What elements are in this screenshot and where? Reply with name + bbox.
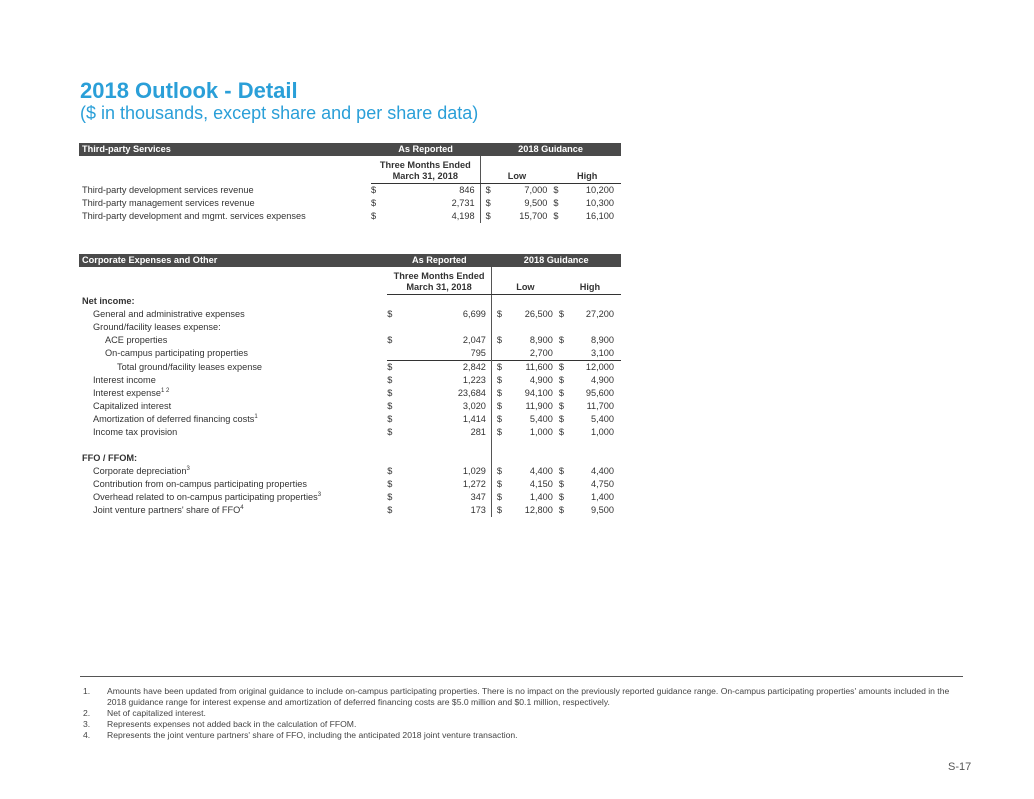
as-reported-value: 347 xyxy=(470,492,486,502)
empty-cell xyxy=(559,452,573,465)
table-row xyxy=(79,465,621,478)
third-party-services-table xyxy=(79,143,621,223)
dollar-sign: $ xyxy=(491,361,510,375)
dollar-sign: $ xyxy=(387,427,393,437)
dollar-sign: $ xyxy=(387,309,393,319)
corporate-rows xyxy=(79,295,621,518)
as-reported-header: As Reported xyxy=(387,254,491,267)
guidance-low-value: 94,100 xyxy=(524,388,553,398)
footnote-number: 2. xyxy=(83,708,91,718)
row-label: ACE properties xyxy=(105,335,168,345)
as-reported-value: 1,223 xyxy=(462,375,486,385)
footnote-ref: 3 xyxy=(317,491,322,498)
footnote-ref: 1 2 xyxy=(160,387,170,394)
guidance-header: 2018 Guidance xyxy=(491,254,621,267)
footnote-ref: 3 xyxy=(186,465,190,472)
row-label: Income tax provision xyxy=(93,427,178,437)
as-reported-value: 2,842 xyxy=(402,361,492,375)
empty-cell xyxy=(573,295,621,309)
three-months-line1: Three Months Ended xyxy=(379,160,471,170)
empty-cell xyxy=(491,321,510,334)
row-label: Third-party development and mgmt. services expenses xyxy=(82,211,306,221)
guidance-low-value: 12,800 xyxy=(524,505,553,515)
high-header: High xyxy=(553,156,621,184)
dollar-sign: $ xyxy=(491,504,510,517)
row-label: Ground/facility leases expense: xyxy=(93,322,221,332)
empty-cell xyxy=(491,452,510,465)
dollar-sign: $ xyxy=(558,388,564,398)
guidance-high-value: 10,200 xyxy=(585,185,614,195)
empty-cell xyxy=(402,295,492,309)
dollar-sign: $ xyxy=(387,361,402,375)
guidance-low-value: 11,900 xyxy=(525,401,553,411)
table-row xyxy=(79,387,621,400)
section-title: Corporate Expenses and Other xyxy=(79,254,387,267)
three-months-line2: March 31, 2018 xyxy=(392,171,458,181)
table-row xyxy=(79,374,621,387)
section-heading-row xyxy=(79,452,621,465)
page-subtitle: ($ in thousands, except share and per share data) xyxy=(80,103,479,123)
row-label: On-campus participating properties xyxy=(105,348,248,359)
guidance-low-value: 2,700 xyxy=(529,348,553,358)
empty-cell xyxy=(559,295,573,309)
as-reported-value: 4,198 xyxy=(451,211,475,221)
dollar-sign: $ xyxy=(558,309,564,319)
dollar-sign: $ xyxy=(558,492,564,502)
as-reported-value: 1,272 xyxy=(462,479,486,489)
guidance-low-value: 5,400 xyxy=(529,414,553,424)
empty-cell xyxy=(387,321,402,334)
dollar-sign: $ xyxy=(491,308,510,321)
footnote-number: 3. xyxy=(83,719,91,729)
guidance-low-value: 26,500 xyxy=(524,309,553,319)
table-row xyxy=(79,504,621,517)
section-title: Third-party Services xyxy=(79,143,371,156)
guidance-high-value: 27,200 xyxy=(585,309,614,319)
dollar-sign: $ xyxy=(371,185,377,195)
guidance-high-value: 1,000 xyxy=(591,427,614,437)
dollar-sign: $ xyxy=(558,505,564,515)
footnote-divider xyxy=(80,676,963,677)
dollar-sign xyxy=(491,347,510,361)
dollar-sign: $ xyxy=(491,387,510,400)
dollar-sign: $ xyxy=(558,335,564,345)
row-label: Interest income xyxy=(93,375,156,385)
dollar-sign: $ xyxy=(480,197,501,210)
table-row xyxy=(79,478,621,491)
guidance-low-value: 1,000 xyxy=(529,427,553,437)
dollar-sign: $ xyxy=(553,185,559,195)
as-reported-value: 281 xyxy=(470,427,486,437)
row-label: Capitalized interest xyxy=(93,401,172,411)
footnote-ref: 4 xyxy=(240,504,244,511)
table-row xyxy=(79,400,621,413)
footnote-number: 1. xyxy=(83,686,91,696)
guidance-low-value: 9,500 xyxy=(524,198,548,208)
empty-cell xyxy=(573,452,621,465)
dollar-sign: $ xyxy=(480,210,501,223)
dollar-sign: $ xyxy=(387,414,393,424)
empty-cell xyxy=(510,452,558,465)
dollar-sign: $ xyxy=(387,401,393,411)
table-row xyxy=(79,308,621,321)
dollar-sign: $ xyxy=(371,198,377,208)
low-header: Low xyxy=(491,267,558,295)
table-row xyxy=(79,210,621,223)
guidance-high-value: 10,300 xyxy=(585,198,614,208)
table-row xyxy=(79,347,621,361)
empty-cell xyxy=(402,321,492,334)
dollar-sign: $ xyxy=(491,491,510,504)
dollar-sign: $ xyxy=(558,414,564,424)
dollar-sign: $ xyxy=(491,478,510,491)
empty-cell xyxy=(559,321,573,334)
guidance-low-value: 11,600 xyxy=(510,361,558,375)
corporate-expenses-table xyxy=(79,254,621,517)
row-label: Interest expense$^{1 2}$ xyxy=(93,387,170,398)
row-label: Amortization of deferred financing costs$^1$ xyxy=(93,413,258,424)
as-reported-value: 2,731 xyxy=(451,198,475,208)
guidance-low-value: 4,150 xyxy=(529,479,553,489)
spacer-row xyxy=(79,439,621,452)
empty-cell xyxy=(387,452,402,465)
empty-cell xyxy=(573,321,621,334)
empty-cell xyxy=(573,439,621,452)
table-row xyxy=(79,361,621,375)
three-months-line2: March 31, 2018 xyxy=(406,282,472,292)
dollar-sign: $ xyxy=(387,479,393,489)
as-reported-value: 1,029 xyxy=(462,466,486,476)
empty-cell xyxy=(387,295,402,309)
dollar-sign: $ xyxy=(558,375,564,385)
guidance-high-value: 9,500 xyxy=(591,505,614,515)
empty-cell xyxy=(510,439,558,452)
dollar-sign: $ xyxy=(558,466,564,476)
dollar-sign: $ xyxy=(491,334,510,347)
as-reported-value: 2,047 xyxy=(462,335,486,345)
dollar-sign: $ xyxy=(491,426,510,439)
guidance-header: 2018 Guidance xyxy=(480,143,621,156)
empty-cell xyxy=(491,439,510,452)
column-subheader-row xyxy=(79,267,621,295)
dollar-sign: $ xyxy=(558,479,564,489)
table-row xyxy=(79,491,621,504)
row-label: Overhead related to on-campus participating properties$^3$ xyxy=(93,491,322,502)
guidance-high-value: 95,600 xyxy=(585,388,614,398)
as-reported-value: 795 xyxy=(470,348,486,358)
guidance-high-value: 5,400 xyxy=(591,414,614,424)
as-reported-value: 23,684 xyxy=(457,388,486,398)
as-reported-value: 3,020 xyxy=(462,401,486,411)
dollar-sign: $ xyxy=(371,211,377,221)
as-reported-value: 1,414 xyxy=(462,414,486,424)
table-row xyxy=(79,426,621,439)
guidance-low-value: 1,400 xyxy=(529,492,553,502)
table-row xyxy=(79,321,621,334)
dollar-sign: $ xyxy=(387,335,393,345)
footnote-text: Net of capitalized interest. xyxy=(107,708,206,718)
guidance-high-value: 8,900 xyxy=(591,335,614,345)
dollar-sign xyxy=(559,347,573,361)
table-row xyxy=(79,184,621,198)
empty-cell xyxy=(491,295,510,309)
three-months-header xyxy=(387,267,491,295)
guidance-high-value: 4,400 xyxy=(591,466,614,476)
as-reported-value: 846 xyxy=(459,185,475,195)
footnote xyxy=(83,708,953,719)
section-heading-row xyxy=(79,295,621,309)
row-label: Third-party management services revenue xyxy=(82,198,255,208)
guidance-high-value: 11,700 xyxy=(586,401,614,411)
empty-cell xyxy=(387,439,402,452)
as-reported-value: 6,699 xyxy=(462,309,486,319)
footnote-number: 4. xyxy=(83,730,91,740)
row-label: General and administrative expenses xyxy=(93,309,245,319)
as-reported-header: As Reported xyxy=(371,143,480,156)
row-label: Contribution from on-campus participating properties xyxy=(93,479,307,489)
empty-cell xyxy=(510,295,558,309)
dollar-sign: $ xyxy=(491,374,510,387)
ffo-heading: FFO / FFOM: xyxy=(82,453,138,463)
row-label: Total ground/facility leases expense xyxy=(117,361,263,372)
footnote-text: Represents expenses not added back in the calculation of FFOM. xyxy=(107,719,357,729)
three-months-header xyxy=(371,156,480,184)
page-title: 2018 Outlook - Detail xyxy=(80,78,298,103)
footnote xyxy=(83,686,953,708)
footnote-text: Represents the joint venture partners' share of FFO, including the anticipated 2018 joint venture transaction. xyxy=(107,730,518,740)
high-header: High xyxy=(559,267,621,295)
guidance-high-value: 12,000 xyxy=(573,361,621,375)
dollar-sign: $ xyxy=(491,400,510,413)
dollar-sign: $ xyxy=(387,388,393,398)
as-reported-value: 173 xyxy=(470,505,486,515)
footnote xyxy=(83,719,953,730)
three-months-line1: Three Months Ended xyxy=(393,271,485,281)
table-header-row xyxy=(79,254,621,267)
footnote xyxy=(83,730,953,741)
guidance-low-value: 4,900 xyxy=(529,375,553,385)
empty-cell xyxy=(559,439,573,452)
footnote-ref: 1 xyxy=(254,413,258,420)
guidance-high-value: 4,750 xyxy=(591,479,614,489)
table-row xyxy=(79,197,621,210)
empty-cell xyxy=(402,439,492,452)
dollar-sign: $ xyxy=(553,198,559,208)
guidance-low-value: 4,400 xyxy=(529,466,553,476)
table-row xyxy=(79,334,621,347)
guidance-low-value: 8,900 xyxy=(529,335,553,345)
guidance-low-value: 15,700 xyxy=(519,211,548,221)
dollar-sign: $ xyxy=(491,413,510,426)
empty-cell xyxy=(79,439,387,452)
net-income-heading: Net income: xyxy=(82,295,135,306)
guidance-high-value: 4,900 xyxy=(591,375,614,385)
footnote-text: Amounts have been updated from original guidance to include on-campus participating properties. There is no impact on the previously reported guidance range. On-campus participating properties' amounts included in the 2018 guidance range for interest expense and amortization of deferred financing costs are $5.0 million and $0.1 million, respectively. xyxy=(107,686,950,707)
dollar-sign xyxy=(387,347,402,361)
dollar-sign: $ xyxy=(480,184,501,198)
third-party-rows xyxy=(79,184,621,224)
table-header-row xyxy=(79,143,621,156)
row-label: Joint venture partners' share of FFO$^4$ xyxy=(93,504,244,515)
dollar-sign: $ xyxy=(387,492,393,502)
dollar-sign: $ xyxy=(558,401,564,411)
column-subheader-row xyxy=(79,156,621,184)
dollar-sign: $ xyxy=(387,505,393,515)
footnotes xyxy=(83,686,953,741)
dollar-sign: $ xyxy=(559,361,573,375)
dollar-sign: $ xyxy=(387,466,393,476)
dollar-sign: $ xyxy=(491,465,510,478)
low-header: Low xyxy=(480,156,553,184)
dollar-sign: $ xyxy=(558,427,564,437)
guidance-high-value: 3,100 xyxy=(591,348,614,358)
table-row xyxy=(79,413,621,426)
dollar-sign: $ xyxy=(553,211,559,221)
row-label: Third-party development services revenue xyxy=(82,184,254,195)
guidance-high-value: 16,100 xyxy=(585,211,614,221)
empty-cell xyxy=(510,321,558,334)
page-number: S-17 xyxy=(948,761,972,773)
guidance-low-value: 7,000 xyxy=(524,185,548,195)
empty-cell xyxy=(402,452,492,465)
row-label: Corporate depreciation$^3$ xyxy=(93,465,190,476)
dollar-sign: $ xyxy=(387,375,393,385)
guidance-high-value: 1,400 xyxy=(591,492,614,502)
